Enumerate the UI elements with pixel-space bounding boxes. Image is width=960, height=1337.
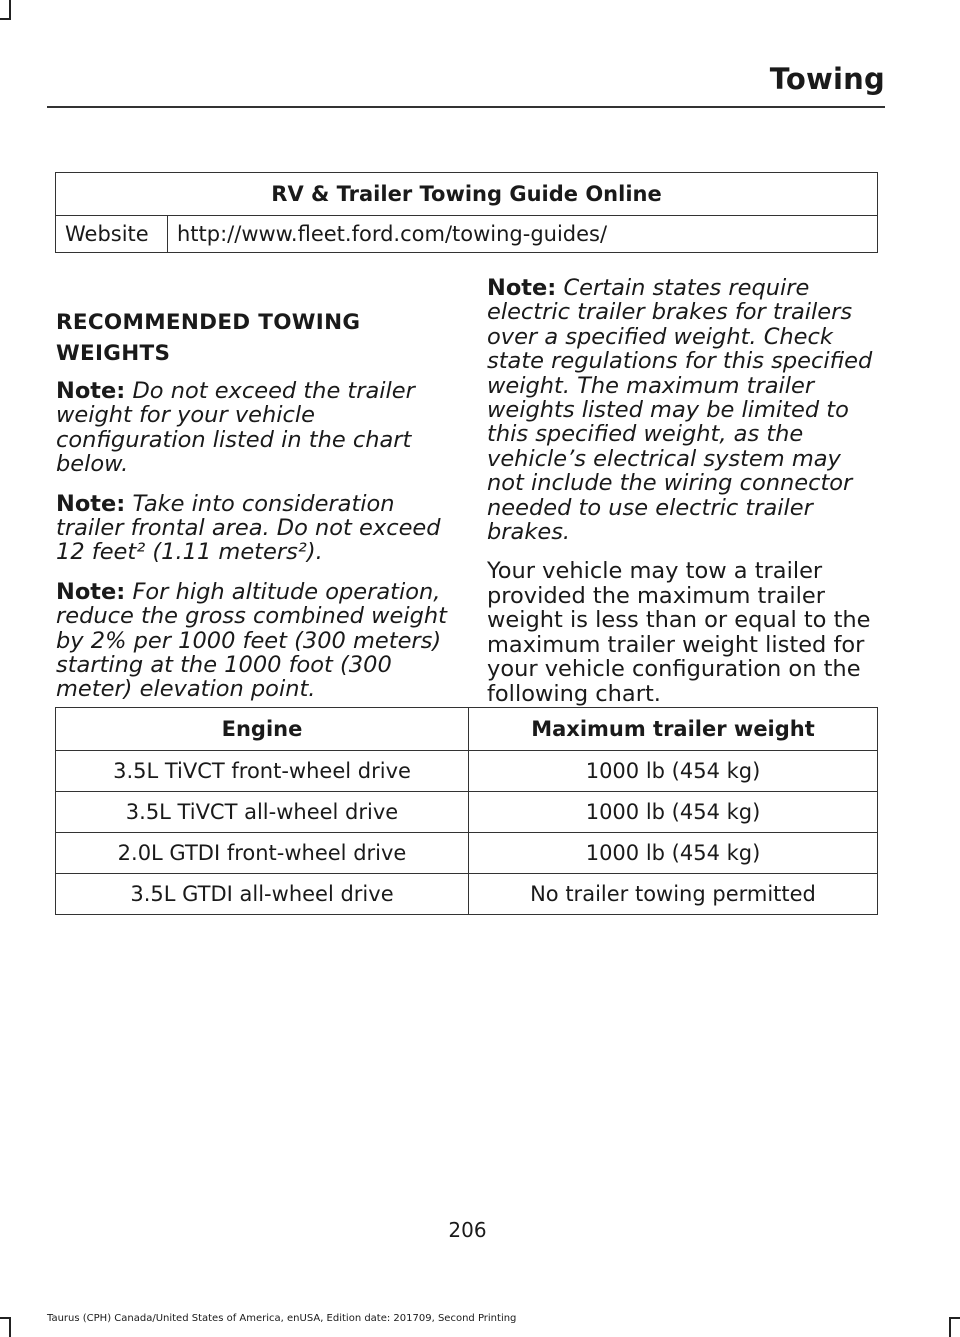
table-row: [56, 751, 878, 792]
column-header-engine: Engine: [56, 708, 469, 751]
header-divider: [47, 106, 885, 108]
footer-text: Taurus (CPH) Canada/United States of America, enUSA, Edition date: 201709, Second Printing: [47, 1313, 517, 1324]
table-row: [56, 833, 878, 874]
trailer-weights-table: [55, 707, 878, 915]
note-text: For high altitude operation, reduce the gross combined weight by 2% per 1000 feet (300 meters) starting at the 1000 foot (300 meter) elevation point.: [56, 578, 447, 703]
left-column: [56, 307, 450, 717]
crop-mark: [9, 0, 11, 20]
note-label: Note:: [56, 578, 126, 605]
heading-line: WEIGHTS: [56, 341, 171, 366]
weight-cell: No trailer towing permitted: [469, 874, 878, 915]
engine-cell: 3.5L TiVCT all-wheel drive: [56, 792, 469, 833]
note-label: Note:: [56, 490, 126, 517]
weight-cell: 1000 lb (454 kg): [469, 751, 878, 792]
note-label: Note:: [487, 275, 557, 301]
page-header-title: Towing: [769, 62, 885, 96]
section-heading: [56, 307, 450, 369]
weight-cell: 1000 lb (454 kg): [469, 792, 878, 833]
engine-cell: 2.0L GTDI front-wheel drive: [56, 833, 469, 874]
note-label: Note:: [56, 378, 126, 404]
note-text: Do not exceed the trailer weight for your vehicle configuration listed in the chart below.: [56, 378, 415, 478]
weight-cell: 1000 lb (454 kg): [469, 833, 878, 874]
crop-mark: [9, 1317, 11, 1337]
crop-mark: [949, 1317, 951, 1337]
table-title: RV & Trailer Towing Guide Online: [56, 173, 878, 216]
website-url[interactable]: http://www.fleet.ford.com/towing-guides/: [168, 216, 878, 253]
towing-guide-table: [55, 172, 878, 253]
body-paragraph: Your vehicle may tow a trailer provided the maximum trailer weight is less than or equal to the maximum trailer weight listed for your vehicle configuration on the following chart.: [487, 558, 871, 707]
table-row: [56, 874, 878, 915]
table-row: [56, 216, 878, 253]
right-column: [487, 276, 879, 721]
column-header-max-weight: Maximum trailer weight: [469, 708, 878, 751]
crop-mark: [0, 1317, 11, 1319]
website-label: Website: [56, 216, 168, 253]
note-text: Take into consideration trailer frontal area. Do not exceed 12 feet² (1.11 meters²).: [56, 490, 441, 566]
note-paragraph: [487, 276, 879, 544]
table-header-row: [56, 708, 878, 751]
engine-cell: 3.5L TiVCT front-wheel drive: [56, 751, 469, 792]
engine-cell: 3.5L GTDI all-wheel drive: [56, 874, 469, 915]
table-header-row: [56, 173, 878, 216]
note-paragraph: [56, 580, 450, 702]
crop-mark: [949, 1317, 960, 1319]
page-number: 206: [448, 1218, 487, 1242]
note-paragraph: [56, 492, 450, 565]
note-paragraph: [56, 379, 450, 477]
crop-mark: [0, 18, 11, 20]
heading-line: RECOMMENDED TOWING: [56, 310, 361, 335]
note-text: Certain states require electric trailer brakes for trailers over a specified weight. Check state regulations for this specified weight. The maximum trailer weights listed may be limited to this specified weight, as the vehicle’s electrical system may not include the wiring connector needed to use electric trailer brakes.: [487, 275, 873, 546]
table-row: [56, 792, 878, 833]
